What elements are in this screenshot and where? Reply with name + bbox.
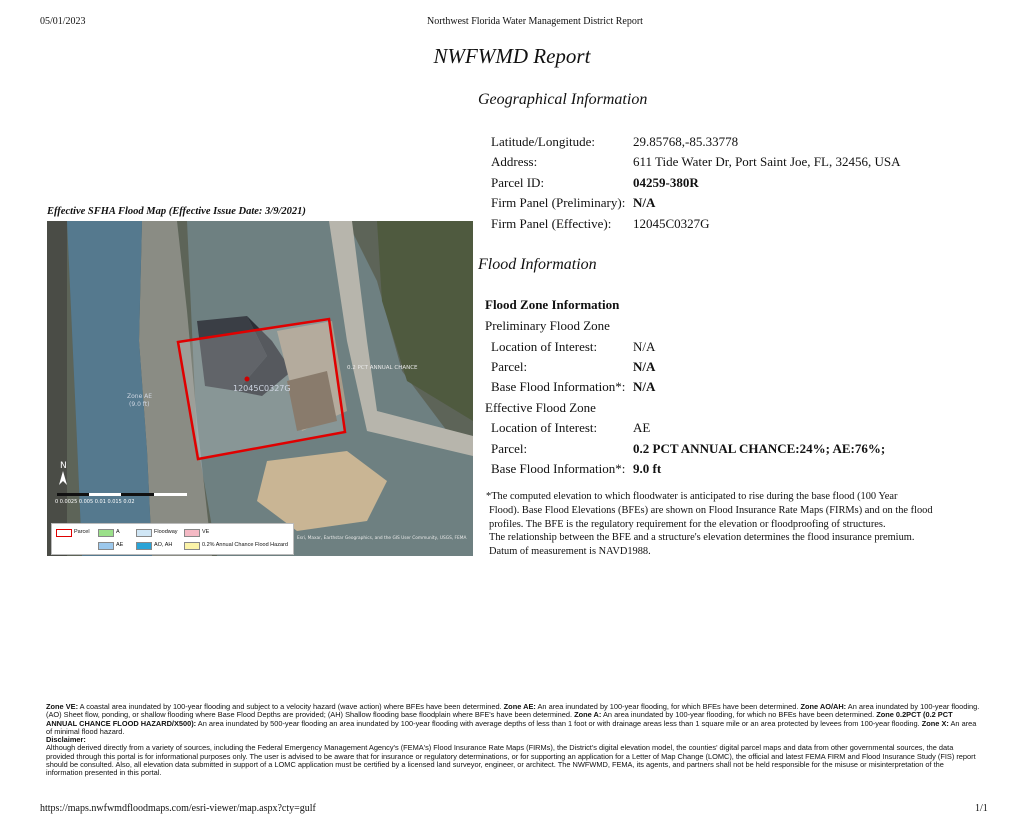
effective-label: Base Flood Information*:: [491, 461, 626, 476]
prelim-value: N/A: [633, 359, 656, 374]
legend-label: AE: [116, 542, 124, 548]
map-caption: Effective SFHA Flood Map (Effective Issue Date: 3/9/2021): [47, 206, 306, 217]
zone-text-ve: A coastal area inundated by 100-year flooding and subject to a velocity hazard (wave action) where BFEs have been determined.: [78, 702, 504, 711]
legend-swatch-ve: [184, 529, 200, 537]
geo-label: Firm Panel (Effective):: [491, 216, 612, 231]
effective-zone-heading: Effective Flood Zone: [485, 400, 596, 415]
zone-text-a: An area inundated by 100-year flooding, for which no BFEs have been determined.: [601, 710, 877, 720]
map-attribution: Esri, Maxar, Earthstar Geographics, and the GIS User Community, USGS, FEMA: [297, 536, 467, 541]
bfe-note-line: *The computed elevation to which floodwater is anticipated to rise during the base flood (100 Year: [486, 491, 898, 502]
zone-key-x: Zone X:: [921, 718, 949, 728]
geo-value: 12045C0327G: [633, 216, 710, 231]
prelim-label: Location of Interest:: [491, 339, 598, 354]
zone-text-0-2pct: An area inundated by 500-year flooding an area inundated by 100-year flooding with average depths of less than 1 foot or with drainage areas less than 1 square mile or an area protected by levees from 100-year flooding.: [196, 718, 922, 728]
prelim-value: N/A: [633, 339, 656, 354]
legend-label: 0.2% Annual Chance Flood Hazard: [202, 542, 288, 548]
print-date: 05/01/2023: [40, 16, 86, 27]
effective-value: 9.0 ft: [633, 461, 662, 476]
print-header-title: Northwest Florida Water Management District Report: [427, 16, 643, 27]
geo-label: Firm Panel (Preliminary):: [491, 195, 626, 210]
flood-zone-info-heading: Flood Zone Information: [485, 297, 620, 312]
zone-text-x: An area of minimal flood hazard.: [46, 718, 977, 736]
zone-key-ao-ah: Zone AO/AH:: [800, 702, 847, 711]
effective-label: Location of Interest:: [491, 420, 598, 435]
scale-bar: 0 0.0025 0.005 0.01 0.015 0.02: [55, 499, 135, 505]
panel-label: 12045C0327G: [233, 384, 291, 393]
geo-label: Address:: [491, 154, 538, 169]
zone-label-left: Zone AE: [127, 393, 153, 400]
legend-label: AO, AH: [154, 542, 173, 548]
bfe-note-line: The relationship between the BFE and a structure's elevation determines the flood insurance premium.: [489, 532, 915, 544]
legend-label: VE: [202, 529, 210, 535]
zone-key-0-2pct: Zone 0.2PCT (0.2 PCT ANNUAL CHANCE FLOOD HAZARD/X500):: [46, 710, 953, 728]
geo-value: 29.85768,-85.33778: [633, 134, 739, 149]
legend-swatch-a: [98, 529, 114, 537]
prelim-label: Base Flood Information*:: [491, 379, 626, 394]
disclaimer-text: Although derived directly from a variety of sources, including the Federal Emergency Management Agency's (FEMA's) Flood Insurance Rate Maps (FIRMs), the District's digital elevation model, the counties' digital parcel maps and data from other governmental sources, the data provided through this portal is for informational purposes only. The user is advised to be aware that for insurance or regulatory determinations, or for supporting an application for a Letter of Map Change (LOMC), the official and latest FEMA FIRM and Flood Insurance Study (FIS) report should be consulted. Also, all elevation data submitted in support of a LOMC application must be certified by a licensed land surveyor, engineer, or architect. The NWFWMD, FEMA, its agents, and partners shall not be held responsible for the misuse or misinterpretation of the information presented in this portal.: [46, 743, 976, 778]
legend-label: Floodway: [154, 529, 178, 535]
page-url[interactable]: https://maps.nwfwmdfloodmaps.com/esri-viewer/map.aspx?cty=gulf: [40, 803, 316, 814]
zone-definitions: [46, 703, 981, 778]
prelim-value: N/A: [633, 379, 656, 394]
zone-text-ao-ah: An area inundated by 100-year flooding. (AO) Sheet flow, ponding, or shallow flooding where Base Flood Depths are provided; (AH) Shallow flooding base floodplain where BFE's have been determined.: [46, 702, 980, 720]
effective-value: AE: [633, 420, 651, 435]
legend-swatch-ao-ah: [136, 542, 152, 550]
geo-label: Latitude/Longitude:: [491, 134, 595, 149]
legend-swatch-parcel: [56, 529, 72, 537]
bfe-note-line: Flood). Base Flood Elevations (BFEs) are shown on Flood Insurance Rate Maps (FIRMs) and on the flood: [489, 504, 933, 516]
bfe-note-line: Datum of measurement is NAVD1988.: [489, 546, 651, 558]
zone-label-left-bfe: (9.0 ft): [129, 401, 150, 408]
zone-text-ae: An area inundated by 100-year flooding, for which BFEs have been determined.: [535, 702, 801, 711]
location-marker: [245, 377, 250, 382]
flood-heading: Flood Information: [478, 256, 597, 273]
geo-value: 611 Tide Water Dr, Port Saint Joe, FL, 32456, USA: [633, 154, 901, 169]
north-label: N: [60, 461, 67, 471]
map-legend: [51, 523, 294, 555]
prelim-label: Parcel:: [491, 359, 528, 374]
disclaimer-label: Disclaimer:: [46, 735, 86, 745]
page-number: 1/1: [975, 803, 988, 814]
report-title: NWFWMD Report: [433, 44, 591, 68]
prelim-zone-heading: Preliminary Flood Zone: [485, 318, 610, 333]
zone-key-ve: Zone VE:: [46, 702, 79, 711]
bfe-note-line: profiles. The BFE is the regulatory requirement for the elevation or floodproofing of structures.: [489, 518, 886, 530]
geo-value: N/A: [633, 195, 656, 210]
legend-swatch-0-2pct: [184, 542, 200, 550]
effective-value: 0.2 PCT ANNUAL CHANCE:24%; AE:76%;: [633, 441, 886, 456]
flood-map: [47, 221, 473, 556]
zone-label-right: 0.2 PCT ANNUAL CHANCE: [347, 365, 418, 371]
zone-key-ae: Zone AE:: [503, 702, 536, 711]
legend-label: A: [116, 529, 120, 535]
geo-label: Parcel ID:: [491, 175, 545, 190]
legend-label: Parcel: [74, 529, 90, 535]
effective-label: Parcel:: [491, 441, 528, 456]
flood-map-image: [47, 221, 473, 556]
zone-key-a: Zone A:: [574, 710, 602, 720]
bfe-note: [486, 490, 946, 559]
geo-heading: Geographical Information: [478, 91, 648, 108]
legend-swatch-floodway: [136, 529, 152, 537]
geo-value: 04259-380R: [633, 175, 699, 190]
legend-swatch-ae: [98, 542, 114, 550]
